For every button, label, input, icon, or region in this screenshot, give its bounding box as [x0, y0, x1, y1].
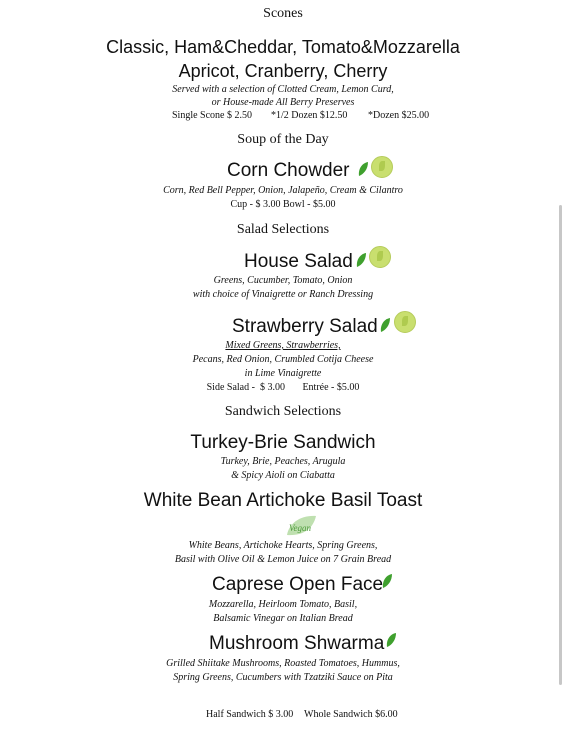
- leaf-icon: [381, 573, 393, 589]
- sandwiches-heading: Sandwich Selections: [224, 404, 342, 419]
- svg-text:Vegan: Vegan: [289, 523, 311, 533]
- strawberry-salad-desc-line3: in Lime Vinaigrette: [244, 368, 322, 379]
- white-bean-toast-name: White Bean Artichoke Basil Toast: [143, 490, 423, 511]
- leaf-icon: [355, 252, 367, 268]
- scones-heading: Scones: [263, 6, 303, 21]
- leaf-icon: [379, 317, 391, 333]
- strawberry-salad-name: Strawberry Salad: [232, 316, 378, 337]
- house-salad-desc-line1: Greens, Cucumber, Tomato, Onion: [213, 275, 353, 286]
- scones-varieties-line2: Apricot, Cranberry, Cherry: [178, 61, 388, 81]
- sandwich-price-half: Half Sandwich $ 3.00: [206, 709, 294, 720]
- scones-desc-line1: Served with a selection of Clotted Cream, Lemon Curd,: [172, 84, 394, 95]
- corn-chowder-price: Cup - $ 3.00 Bowl - $5.00: [230, 199, 336, 210]
- corn-chowder-desc: Corn, Red Bell Pepper, Onion, Jalapeño, Cream & Cilantro: [163, 185, 403, 196]
- scones-price-half-dozen: *1/2 Dozen $12.50: [271, 110, 348, 121]
- leaf-icon: [385, 632, 397, 648]
- mushroom-shwarma-desc-line1: Grilled Shiitake Mushrooms, Roasted Tomatoes, Hummus,: [166, 658, 400, 669]
- house-salad-name: House Salad: [244, 251, 353, 272]
- scones-desc-line2: or House-made All Berry Preserves: [211, 97, 355, 108]
- caprese-desc-line1: Mozzarella, Heirloom Tomato, Basil,: [208, 599, 358, 610]
- turkey-brie-name: Turkey-Brie Sandwich: [190, 432, 376, 453]
- caprese-name: Caprese Open Face: [212, 574, 384, 595]
- turkey-brie-desc-line1: Turkey, Brie, Peaches, Arugula: [220, 456, 346, 467]
- vegan-logo-icon: [283, 513, 319, 539]
- salads-heading: Salad Selections: [236, 222, 330, 237]
- gluten-free-badge-icon: [394, 311, 416, 333]
- caprese-desc-line2: Balsamic Vinegar on Italian Bread: [213, 613, 353, 624]
- scones-varieties-line1: Classic, Ham&Cheddar, Tomato&Mozzarella: [106, 37, 460, 57]
- vertical-scrollbar[interactable]: [559, 205, 562, 685]
- leaf-icon: [357, 161, 369, 177]
- corn-chowder-name: Corn Chowder: [227, 160, 350, 181]
- strawberry-salad-desc-line1: Mixed Greens, Strawberries,: [225, 340, 341, 351]
- scones-price-single: Single Scone $ 2.50: [172, 110, 252, 121]
- gluten-free-badge-icon: [369, 246, 391, 268]
- strawberry-salad-price: Side Salad - $ 3.00 Entrée - $5.00: [206, 382, 360, 393]
- mushroom-shwarma-name: Mushroom Shwarma: [209, 633, 385, 654]
- white-bean-toast-desc-line1: White Beans, Artichoke Hearts, Spring Greens,: [188, 540, 378, 551]
- house-salad-desc-line2: with choice of Vinaigrette or Ranch Dressing: [192, 289, 374, 300]
- turkey-brie-desc-line2: & Spicy Aioli on Ciabatta: [231, 470, 335, 481]
- gluten-free-badge-icon: [371, 156, 393, 178]
- scones-price-dozen: *Dozen $25.00: [368, 110, 430, 121]
- strawberry-salad-desc-line2: Pecans, Red Onion, Crumbled Cotija Cheese: [192, 354, 374, 365]
- sandwich-price-whole: Whole Sandwich $6.00: [304, 709, 398, 720]
- white-bean-toast-desc-line2: Basil with Olive Oil & Lemon Juice on 7 Grain Bread: [174, 554, 392, 565]
- soup-heading: Soup of the Day: [237, 132, 329, 147]
- mushroom-shwarma-desc-line2: Spring Greens, Cucumbers with Tzatziki Sauce on Pita: [173, 672, 393, 683]
